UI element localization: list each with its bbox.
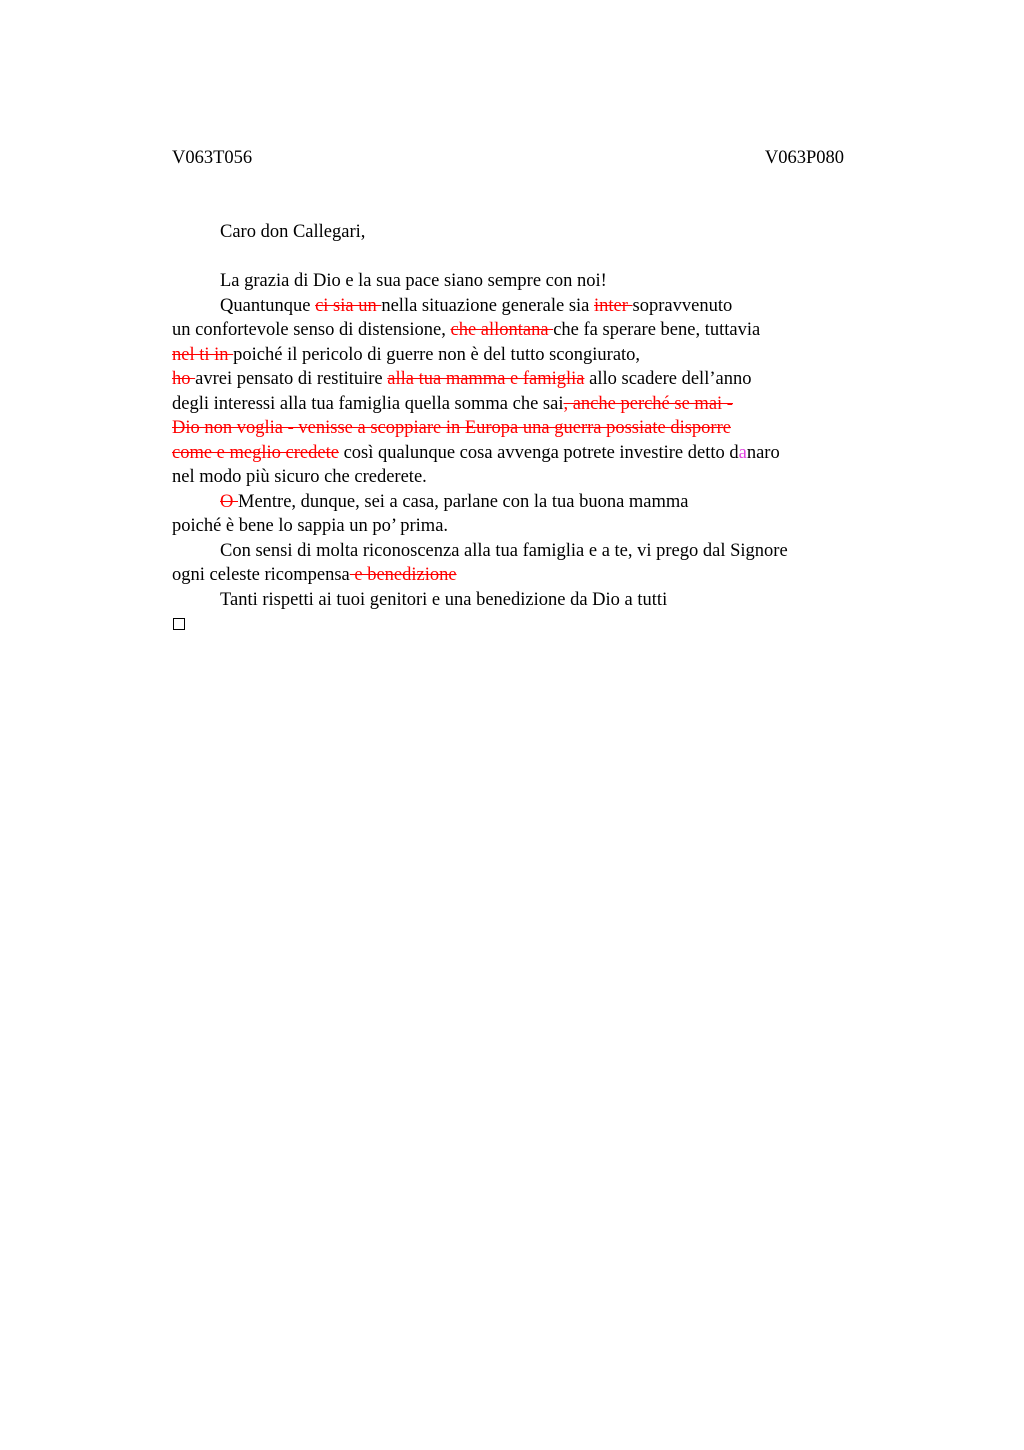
letter-line-2 xyxy=(172,294,872,319)
deleted-text: come e meglio credete xyxy=(172,442,339,463)
letter-body xyxy=(172,220,872,637)
letter-line-11: poiché è bene lo sappia un po’ prima. xyxy=(172,516,449,536)
letter-line-5 xyxy=(172,367,872,392)
text-segment: naro xyxy=(746,442,780,463)
text-segment: un confortevole senso di distensione, xyxy=(172,320,451,340)
text-segment: che fa sperare bene, tuttavia xyxy=(553,320,761,340)
text-segment: nella situazione generale sia xyxy=(381,295,594,316)
text-segment: Quantunque xyxy=(220,295,316,316)
checkbox-square-icon xyxy=(173,618,185,630)
letter-line-14: Tanti rispetti ai tuoi genitori e una benedizione da Dio a tutti xyxy=(220,589,668,610)
letter-line-6 xyxy=(172,392,872,417)
letter-line-13 xyxy=(172,563,872,588)
text-segment: avrei pensato di restituire xyxy=(195,369,388,389)
deleted-text: ci sia un xyxy=(315,295,382,316)
deleted-text: nel ti in xyxy=(172,344,234,365)
letter-line-9: nel modo più sicuro che crederete. xyxy=(172,467,427,487)
letter-line-10 xyxy=(172,490,872,515)
text-segment: ogni celeste ricompensa xyxy=(172,565,350,585)
deleted-text: ho xyxy=(172,369,196,389)
inserted-text: a xyxy=(738,442,747,463)
blank-line xyxy=(172,245,872,270)
checkbox-line xyxy=(172,612,872,637)
letter-line-3 xyxy=(172,318,872,343)
deleted-text: inter xyxy=(594,295,633,316)
letter-line-7 xyxy=(172,416,872,441)
letter-line-12: Con sensi di molta riconoscenza alla tua famiglia e a te, vi prego dal Signore xyxy=(220,540,788,561)
deleted-text: e benedizione xyxy=(349,565,457,585)
text-segment: così qualunque cosa avvenga potrete investire detto d xyxy=(338,442,739,463)
letter-line-4 xyxy=(172,343,872,368)
text-segment: Mentre, dunque, sei a casa, parlane con la tua buona mamma xyxy=(238,491,689,512)
deleted-text: alla tua mamma e famiglia xyxy=(387,369,585,389)
document-code-left: V063T056 xyxy=(172,148,253,168)
salutation: Caro don Callegari, xyxy=(220,222,366,242)
document-code-right: V063P080 xyxy=(764,148,844,168)
text-segment: degli interessi alla tua famiglia quella somma che sai xyxy=(172,393,564,414)
deleted-text: O xyxy=(220,491,238,512)
deleted-text: , anche perché se mai - xyxy=(563,393,733,414)
text-segment: sopravvenuto xyxy=(632,295,733,316)
deleted-text: Dio non voglia - venisse a scoppiare in Europa una guerra possiate disporre xyxy=(172,418,731,438)
text-segment: poiché il pericolo di guerre non è del tutto scongiurato, xyxy=(233,344,641,365)
text-segment: allo scadere dell’anno xyxy=(584,369,752,389)
deleted-text: che allontana xyxy=(450,320,554,340)
letter-line-1: La grazia di Dio e la sua pace siano sempre con noi! xyxy=(220,271,607,291)
letter-line-8 xyxy=(172,441,872,466)
